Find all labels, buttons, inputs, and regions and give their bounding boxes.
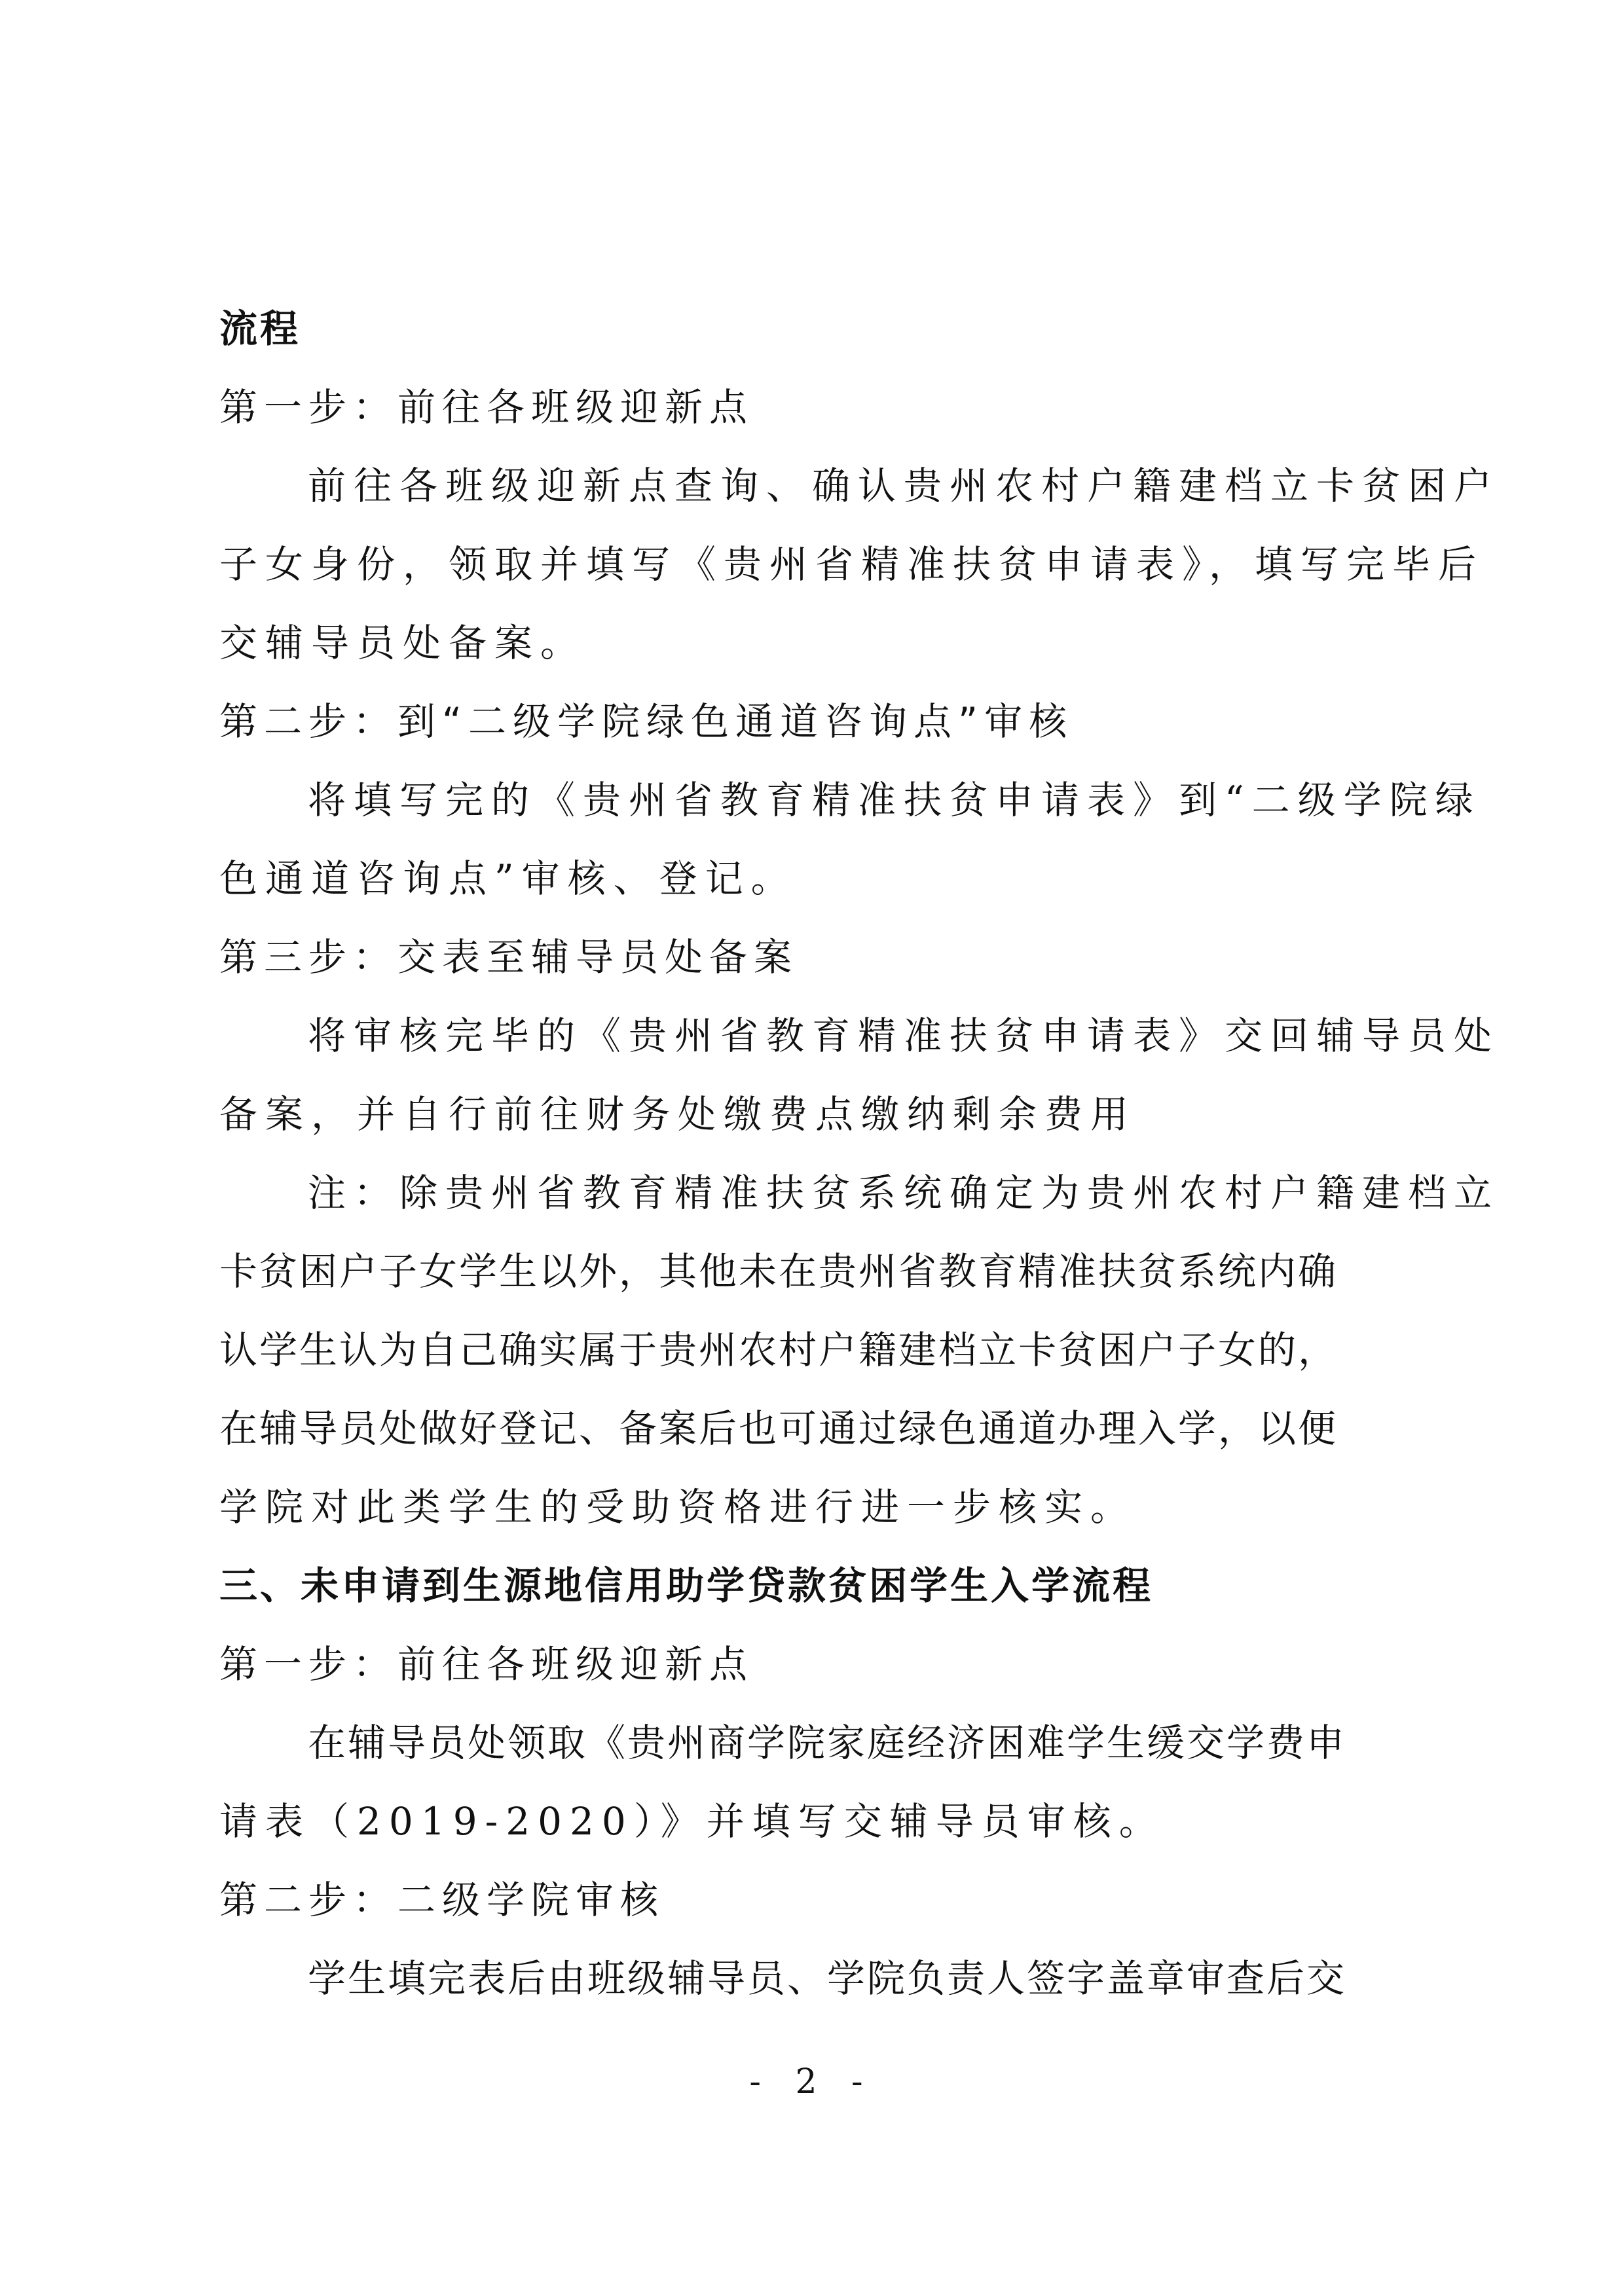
paragraph-line: 交辅导员处备案。 [219, 621, 587, 665]
paragraph-line: 在辅导员处领取《贵州商学院家庭经济困难学生缓交学费申 [308, 1721, 1347, 1765]
note-line: 在辅导员处做好登记、备案后也可通过绿色通道办理入学，以便 [219, 1406, 1338, 1451]
paragraph-line: 学生填完表后由班级辅导员、学院负责人签字盖章审查后交 [308, 1956, 1347, 2001]
step-heading: 第二步：到“二级学院绿色通道咨询点”审核 [219, 699, 1074, 744]
note-line: 注：除贵州省教育精准扶贫系统确定为贵州农村户籍建档立 [308, 1171, 1500, 1215]
page-number: - 2 - [749, 2062, 875, 2102]
step-heading: 第一步：前往各班级迎新点 [219, 385, 754, 429]
note-line: 卡贫困户子女学生以外，其他未在贵州省教育精准扶贫系统内确 [219, 1249, 1338, 1294]
paragraph-line: 将审核完毕的《贵州省教育精准扶贫申请表》交回辅导员处 [308, 1013, 1500, 1058]
note-line: 认学生认为自己确实属于贵州农村户籍建档立卡贫困户子女的， [219, 1328, 1338, 1372]
step-heading: 第三步：交表至辅导员处备案 [219, 935, 799, 979]
note-line: 学院对此类学生的受助资格进行进一步核实。 [219, 1485, 1137, 1529]
paragraph-line: 子女身份，领取并填写《贵州省精准扶贫申请表》，填写完毕后 [219, 542, 1485, 587]
step-heading: 第一步：前往各班级迎新点 [219, 1642, 754, 1686]
step-heading: 第二步：二级学院审核 [219, 1878, 665, 1922]
section-heading: 三、未申请到生源地信用助学贷款贫困学生入学流程 [219, 1563, 1154, 1608]
section-heading-continued: 流程 [219, 306, 301, 351]
paragraph-line: 将填写完的《贵州省教育精准扶贫申请表》到“二级学院绿 [308, 778, 1481, 822]
paragraph-line: 色通道咨询点”审核、登记。 [219, 856, 797, 901]
paragraph-line: 请表（2019-2020）》并填写交辅导员审核。 [219, 1799, 1165, 1844]
paragraph-line: 前往各班级迎新点查询、确认贵州农村户籍建档立卡贫困户 [308, 464, 1500, 508]
paragraph-line: 备案，并自行前往财务处缴费点缴纳剩余费用 [219, 1092, 1137, 1137]
